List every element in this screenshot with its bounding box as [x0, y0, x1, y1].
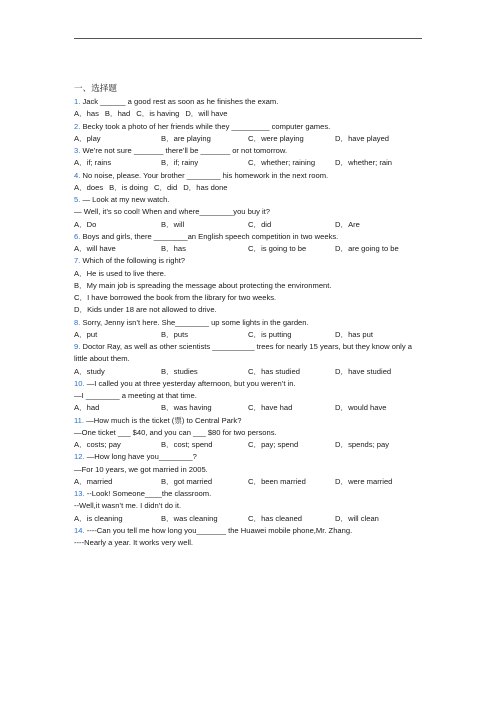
question-number: 14. — [74, 525, 85, 535]
question-11 — [74, 415, 424, 452]
stem-text: Doctor Ray, as well as other scientists __________ trees for nearly 15 years, but they know only a little about them. — [74, 342, 412, 364]
dialogue-line — [74, 500, 424, 512]
question-number: 8. — [74, 317, 81, 327]
question-8 — [74, 317, 424, 342]
question-number: 3. — [74, 146, 81, 155]
options-row — [74, 133, 424, 145]
options-row — [74, 243, 424, 255]
answer-option[interactable]: D．Are — [335, 219, 360, 229]
stem-text: --Look! Someone____the classroom. — [86, 489, 212, 498]
stem-text: ----Nearly a year. It works very well. — [74, 538, 193, 547]
stem-text: We’re not sure _______ there’ll be _______ or not tomorrow. — [82, 146, 288, 155]
options-row — [74, 476, 424, 488]
answer-option[interactable]: B．studies — [161, 366, 198, 376]
question-stem — [74, 194, 424, 206]
answer-option[interactable]: A．costs; pay — [74, 440, 121, 449]
answer-option[interactable]: C．did — [153, 182, 178, 192]
answer-option[interactable]: D．are going to be — [335, 244, 399, 253]
question-stem — [74, 525, 424, 537]
options-row — [74, 108, 424, 120]
question-5 — [74, 194, 424, 231]
answer-option[interactable]: C．have had — [248, 403, 293, 413]
answer-option[interactable]: C．is putting — [248, 329, 292, 339]
answer-option[interactable]: B．had — [104, 109, 131, 119]
answer-option[interactable]: B．will — [161, 219, 185, 229]
question-stem — [74, 96, 424, 108]
stem-text: Sorry, Jenny isn’t here. She________ up some lights in the garden. — [82, 317, 309, 327]
question-1 — [74, 96, 424, 121]
stem-text: Boys and girls, there ________an English speech competition in two weeks. — [82, 231, 339, 241]
question-number: 2. — [74, 121, 81, 131]
question-number: 10. — [74, 378, 85, 388]
question-number: 13. — [74, 489, 85, 498]
options-row — [74, 182, 424, 194]
answer-option[interactable]: D．were married — [335, 476, 393, 486]
answer-option[interactable]: A．put — [74, 329, 98, 339]
question-number: 5. — [74, 195, 81, 204]
question-number: 4. — [74, 170, 81, 180]
answer-option[interactable]: B．has — [161, 244, 186, 253]
answer-option[interactable]: A．if; rains — [74, 158, 112, 168]
answer-option[interactable]: C．pay; spend — [248, 440, 299, 449]
answer-option[interactable]: D．Kids under 18 are not allowed to drive. — [74, 305, 217, 315]
options-row — [74, 439, 424, 451]
answer-option[interactable]: A．will have — [74, 244, 116, 253]
stem-text: --Well,it wasn’t me. I didn’t do it. — [74, 501, 182, 511]
dialogue-line — [74, 206, 424, 218]
stem-text: —How much is the ticket (票) to Central Park? — [86, 415, 242, 425]
answer-option[interactable]: B．was cleaning — [161, 513, 218, 523]
question-number: 11. — [74, 415, 84, 425]
question-stem — [74, 378, 424, 390]
stem-text: —I ________ a meeting at that time. — [74, 391, 197, 400]
question-number: 9. — [74, 342, 81, 351]
question-2 — [74, 121, 424, 146]
stem-text: ----Can you tell me how long you_______ the Huawei mobile phone,Mr. Zhang. — [86, 525, 353, 535]
question-12 — [74, 451, 424, 488]
stem-text: —One ticket ___ $40, and you can ___ $80 for two persons. — [74, 427, 277, 437]
options-row — [74, 402, 424, 414]
answer-option[interactable]: A．Do — [74, 219, 97, 229]
answer-option[interactable]: C．is going to be — [248, 244, 307, 253]
answer-option[interactable]: C．were playing — [248, 133, 304, 143]
answer-option[interactable]: B．got married — [161, 476, 213, 486]
question-stem — [74, 341, 424, 366]
answer-option[interactable]: A．married — [74, 476, 113, 486]
answer-option[interactable]: D．will have — [185, 109, 228, 119]
answer-option[interactable]: B．is doing — [109, 182, 148, 192]
answer-option[interactable]: A．does — [74, 182, 104, 192]
stem-text: Becky took a photo of her friends while they _________ computer games. — [82, 121, 331, 131]
options-row — [74, 329, 424, 341]
stem-text: No noise, please. Your brother ________ his homework in the next room. — [82, 170, 329, 180]
answer-option[interactable]: C．has studied — [248, 366, 300, 376]
answer-option[interactable]: B．puts — [161, 329, 189, 339]
question-stem — [74, 231, 424, 243]
question-stem — [74, 317, 424, 329]
question-4 — [74, 170, 424, 195]
question-stem — [74, 488, 424, 500]
question-number: 12. — [74, 452, 85, 462]
answer-option[interactable]: C．been married — [248, 476, 306, 486]
answer-option[interactable]: D．would have — [335, 403, 387, 413]
answer-option[interactable]: B．was having — [161, 403, 212, 413]
question-3 — [74, 145, 424, 170]
stem-text: —How long have you________? — [86, 452, 197, 462]
answer-option[interactable]: D．whether; rain — [335, 158, 392, 168]
stem-text: — Look at my new watch. — [82, 195, 170, 204]
dialogue-line — [74, 464, 424, 476]
dialogue-line — [74, 427, 424, 439]
question-number: 7. — [74, 256, 81, 266]
stem-text: Jack ______ a good rest as soon as he finishes the exam. — [82, 97, 279, 106]
stem-text: —I called you at three yesterday afternoon, but you weren’t in. — [86, 378, 296, 388]
question-9 — [74, 341, 424, 378]
answer-option[interactable]: C．whether; raining — [248, 158, 316, 168]
answer-option[interactable]: D．have played — [335, 133, 390, 143]
answer-option[interactable]: D．has done — [183, 182, 228, 192]
section-title: 一、选择题 — [74, 83, 117, 93]
answer-option[interactable]: C．I have borrowed the book from the library for two weeks. — [74, 293, 277, 302]
question-13 — [74, 488, 424, 525]
options-row — [74, 157, 424, 169]
answer-option[interactable]: C．has cleaned — [248, 513, 303, 523]
question-stem — [74, 121, 424, 133]
question-7 — [74, 255, 424, 316]
question-number: 6. — [74, 231, 81, 241]
stem-text: —For 10 years, we got married in 2005. — [74, 464, 208, 474]
options-row — [74, 366, 424, 378]
answer-option[interactable]: D．has put — [335, 329, 373, 339]
question-stem — [74, 170, 424, 182]
question-stem — [74, 415, 424, 427]
answer-option[interactable]: C．is having — [136, 109, 180, 119]
stem-text: Which of the following is right? — [82, 256, 186, 266]
answer-option[interactable]: A．play — [74, 133, 101, 143]
answer-option[interactable]: A．has — [74, 109, 99, 119]
answer-option[interactable]: A．He is used to live there. — [74, 268, 167, 278]
question-stem — [74, 145, 424, 157]
answer-option[interactable]: B．if; rainy — [161, 158, 199, 168]
question-10 — [74, 378, 424, 415]
answer-option[interactable]: D．spends; pay — [335, 440, 390, 449]
answer-option[interactable]: D．will clean — [335, 513, 379, 523]
dialogue-line — [74, 537, 424, 549]
question-stem — [74, 451, 424, 463]
answer-option[interactable]: A．is cleaning — [74, 513, 123, 523]
answer-option[interactable]: A．had — [74, 403, 100, 413]
question-14 — [74, 525, 424, 550]
answer-option[interactable]: B．cost; spend — [161, 440, 213, 449]
dialogue-line — [74, 390, 424, 402]
question-stem — [74, 255, 424, 267]
answer-option[interactable]: C．did — [248, 219, 272, 229]
question-list — [74, 81, 424, 549]
question-6 — [74, 231, 424, 256]
stem-text: — Well, it’s so cool! When and where________you buy it? — [74, 207, 271, 217]
answer-option[interactable]: B．are playing — [161, 133, 211, 143]
options-row — [74, 219, 424, 231]
question-number: 1. — [74, 97, 81, 106]
answer-option[interactable]: A．study — [74, 366, 105, 376]
header-rule — [74, 38, 422, 39]
answer-option[interactable]: B．My main job is spreading the message about protecting the environment. — [74, 280, 332, 290]
options-row — [74, 513, 424, 525]
answer-option[interactable]: D．have studied — [335, 366, 392, 376]
